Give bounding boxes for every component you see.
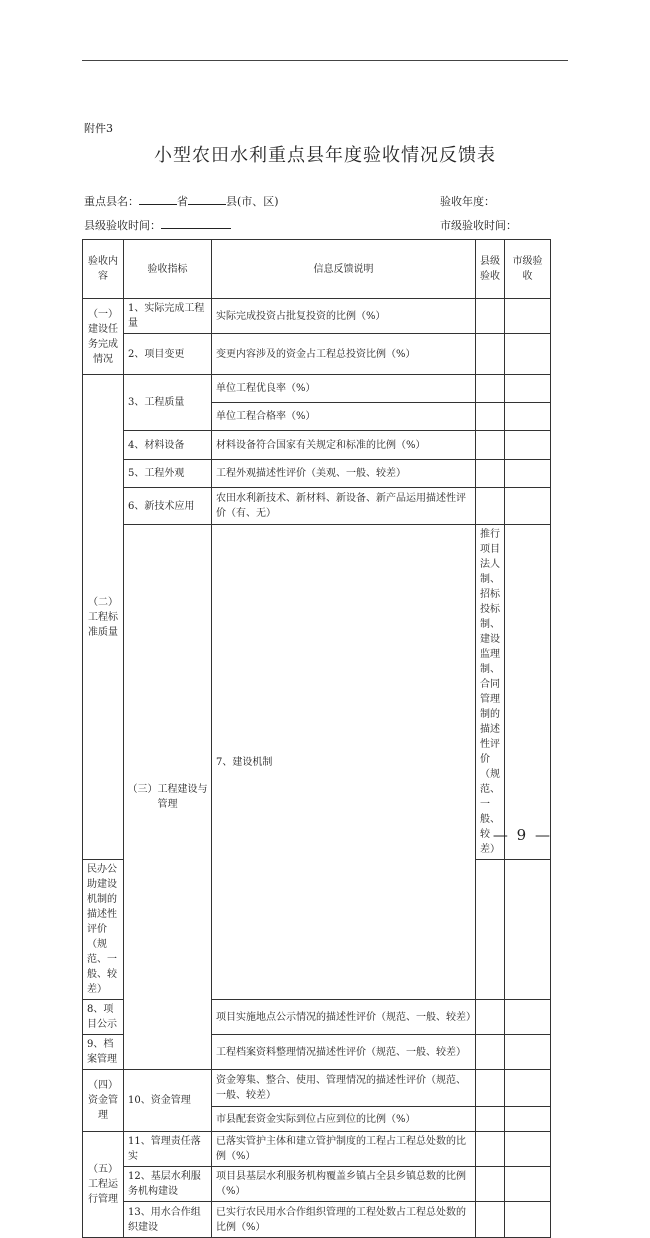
- city-check-cell[interactable]: [505, 1202, 551, 1238]
- info-cell: 资金筹集、整合、使用、管理情况的描述性评价（规范、一般、较差）: [212, 1070, 476, 1107]
- indicator-cell: 9、档案管理: [83, 1035, 124, 1070]
- header-county: 县级验收: [476, 240, 505, 299]
- county-suffix: 县(市、区): [226, 195, 279, 208]
- city-check-cell[interactable]: [505, 375, 551, 403]
- group-label: （二）工程标准质量: [83, 375, 124, 860]
- table-row: [83, 375, 551, 403]
- info-cell: 民办公助建设机制的描述性评价（规范、一般、较差）: [83, 860, 124, 1000]
- city-check-cell[interactable]: [505, 460, 551, 488]
- indicator-cell: 2、项目变更: [124, 334, 212, 375]
- header-indicator: 验收指标: [124, 240, 212, 299]
- county-check-cell[interactable]: [476, 431, 505, 460]
- info-cell: 项目实施地点公示情况的描述性评价（规范、一般、较差）: [212, 1000, 476, 1035]
- county-check-cell[interactable]: [505, 525, 551, 860]
- table-row: [83, 488, 551, 525]
- info-cell: 已落实管护主体和建立管护制度的工程占工程总处数的比例（%）: [212, 1132, 476, 1167]
- info-cell: 实际完成投资占批复投资的比例（%）: [212, 299, 476, 334]
- indicator-cell: 10、资金管理: [124, 1070, 212, 1132]
- county-check-cell[interactable]: [476, 1035, 505, 1070]
- top-rule: [82, 60, 568, 61]
- county-check-cell[interactable]: [476, 375, 505, 403]
- city-check-cell[interactable]: [505, 860, 551, 1000]
- info-cell: 变更内容涉及的资金占工程总投资比例（%）: [212, 334, 476, 375]
- info-cell: 工程外观描述性评价（美观、一般、较差）: [212, 460, 476, 488]
- indicator-cell: 13、用水合作组织建设: [124, 1202, 212, 1238]
- info-cell: 单位工程合格率（%）: [212, 403, 476, 431]
- header-row: [83, 240, 551, 299]
- table-row: [83, 1070, 551, 1107]
- indicator-cell: 11、管理责任落实: [124, 1132, 212, 1167]
- header-info: 信息反馈说明: [212, 240, 476, 299]
- group-label: （三）工程建设与管理: [124, 525, 212, 1070]
- acceptance-year-line: [440, 193, 495, 209]
- info-cell: 推行项目法人制、招标投标制、建设监理制、合同管理制的描述性评价（规范、一般、较差）: [476, 525, 505, 860]
- city-check-cell[interactable]: [505, 1107, 551, 1132]
- info-cell: 单位工程优良率（%）: [212, 375, 476, 403]
- county-check-cell[interactable]: [476, 299, 505, 334]
- county-check-cell[interactable]: [476, 1000, 505, 1035]
- indicator-cell: 5、工程外观: [124, 460, 212, 488]
- feedback-table: [82, 239, 551, 1238]
- info-cell: 材料设备符合国家有关规定和标准的比例（%）: [212, 431, 476, 460]
- indicator-cell: 6、新技术应用: [124, 488, 212, 525]
- info-cell: 已实行农民用水合作组织管理的工程处数占工程总处数的比例（%）: [212, 1202, 476, 1238]
- table-row: [83, 1132, 551, 1167]
- county-check-cell[interactable]: [476, 1107, 505, 1132]
- city-check-cell[interactable]: [505, 1070, 551, 1107]
- county-check-cell[interactable]: [476, 1070, 505, 1107]
- indicator-cell: 8、项目公示: [83, 1000, 124, 1035]
- info-cell: 农田水利新技术、新材料、新设备、新产品运用描述性评价（有、无）: [212, 488, 476, 525]
- city-check-cell[interactable]: [505, 1167, 551, 1202]
- table-row: [83, 525, 551, 860]
- county-check-cell[interactable]: [476, 860, 505, 1000]
- county-check-cell[interactable]: [476, 1167, 505, 1202]
- city-check-cell[interactable]: [505, 431, 551, 460]
- county-blank[interactable]: [188, 194, 226, 205]
- city-check-cell[interactable]: [505, 403, 551, 431]
- table-row: [83, 460, 551, 488]
- city-check-cell[interactable]: [505, 488, 551, 525]
- county-check-cell[interactable]: [476, 1132, 505, 1167]
- info-cell: 市县配套资金实际到位占应到位的比例（%）: [212, 1107, 476, 1132]
- county-time-line: [84, 217, 231, 233]
- county-check-cell[interactable]: [476, 1202, 505, 1238]
- county-check-cell[interactable]: [476, 403, 505, 431]
- indicator-cell: 12、基层水利服务机构建设: [124, 1167, 212, 1202]
- county-check-cell[interactable]: [476, 334, 505, 375]
- attachment-label: 附件3: [84, 122, 113, 135]
- table-row: [83, 334, 551, 375]
- table-row: [83, 1202, 551, 1238]
- province-blank[interactable]: [139, 194, 177, 205]
- province-label: 省: [177, 195, 188, 208]
- city-check-cell[interactable]: [505, 1000, 551, 1035]
- info-cell: 工程档案资料整理情况描述性评价（规范、一般、较差）: [212, 1035, 476, 1070]
- city-check-cell[interactable]: [505, 334, 551, 375]
- city-time-label: 市级验收时间：: [440, 219, 517, 232]
- indicator-cell: 3、工程质量: [124, 375, 212, 431]
- indicator-cell: 4、材料设备: [124, 431, 212, 460]
- county-time-blank[interactable]: [161, 218, 231, 229]
- county-check-cell[interactable]: [476, 460, 505, 488]
- table-row: [83, 299, 551, 334]
- indicator-cell: 1、实际完成工程量: [124, 299, 212, 334]
- city-time-line: [440, 217, 517, 233]
- group-label: （五）工程运行管理: [83, 1132, 124, 1238]
- county-label: 重点县名：: [84, 195, 139, 208]
- header-city: 市级验收: [505, 240, 551, 299]
- year-label: 验收年度：: [440, 195, 495, 208]
- county-time-label: 县级验收时间：: [84, 219, 161, 232]
- table-row: [83, 431, 551, 460]
- table-row: [83, 1167, 551, 1202]
- info-cell: 项目县基层水利服务机构覆盖乡镇占全县乡镇总数的比例（%）: [212, 1167, 476, 1202]
- indicator-cell: 7、建设机制: [212, 525, 476, 1000]
- city-check-cell[interactable]: [505, 299, 551, 334]
- page-number: — 9 —: [492, 826, 552, 844]
- county-name-line: [84, 193, 279, 209]
- city-check-cell[interactable]: [505, 1035, 551, 1070]
- group-label: （一）建设任务完成情况: [83, 299, 124, 375]
- group-label: （四）资金管理: [83, 1070, 124, 1132]
- city-check-cell[interactable]: [505, 1132, 551, 1167]
- document-title: 小型农田水利重点县年度验收情况反馈表: [154, 145, 496, 166]
- header-content: 验收内容: [83, 240, 124, 299]
- county-check-cell[interactable]: [476, 488, 505, 525]
